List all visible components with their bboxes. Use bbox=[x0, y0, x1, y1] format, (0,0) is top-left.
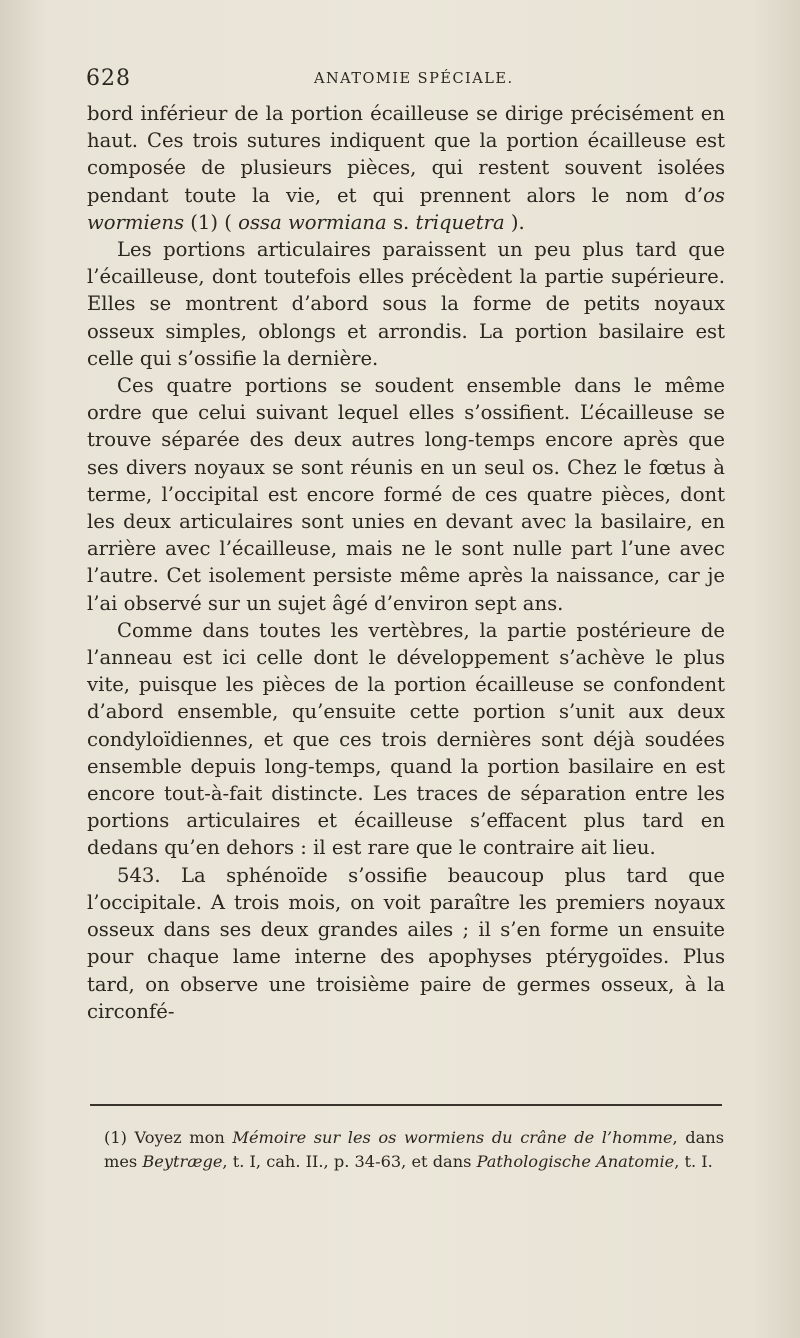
footnote-text: (1) Voyez mon bbox=[104, 1128, 233, 1147]
footnote-text: , t. I. bbox=[674, 1151, 713, 1171]
paragraph-4: Comme dans toutes les vertèbres, la partie postérieure de l’anneau est ici celle dont le développement s’achève le plus vite, puisque les pièces de la portion écailleuse se confondent d’abord ensemble, qu’ensuite cette portion s’unit aux deux condyloïdiennes, et que ces trois dernières sont déjà soudées ensemble depuis long-temps, quand la portion basilaire en est encore tout-à-fait distincte. Les traces de séparation entre les portions articulaires et écailleuse s’effacent plus tard en dedans qu’en dehors : il est rare que le contraire ait lieu. bbox=[87, 618, 725, 860]
footnote bbox=[104, 1126, 724, 1173]
paragraph-2: Les portions articulaires paraissent un peu plus tard que l’écailleuse, dont toutefois elles précèdent la partie supérieure. Elles se montrent d’abord sous la forme de petits noyaux osseux simples, oblongs et arrondis. La portion basilaire est celle qui s’ossifie la dernière. bbox=[87, 238, 725, 370]
paragraph-text: bord inférieur de la portion écailleuse se dirige précisément en haut. Ces trois sutures indiquent que la portion écailleuse est composée de plusieurs pièces, qui restent souvent isolées pendant toute la vie, et qui prennent alors le nom d’ bbox=[87, 102, 725, 207]
italic-title: Beytræge bbox=[142, 1151, 223, 1171]
italic-term: os wormiens bbox=[87, 183, 725, 234]
italic-term: triquetra bbox=[415, 210, 505, 234]
footnote-text: , t. I, cah. II., p. 34-63, et dans bbox=[222, 1151, 477, 1171]
footnote-divider bbox=[90, 1104, 722, 1106]
italic-term: ossa wormiana bbox=[238, 210, 387, 234]
running-head: ANATOMIE SPÉCIALE. bbox=[314, 71, 514, 87]
italic-title: Mémoire sur les os wormiens du crâne de l’homme bbox=[232, 1128, 673, 1147]
paragraph-1 bbox=[87, 100, 725, 236]
paragraph-3: Ces quatre portions se soudent ensemble dans le même ordre que celui suivant lequel elles s’ossifient. L’écailleuse se trouve séparée des deux autres long-temps encore après que ses divers noyaux se sont réunis en un seul os. Chez le fœtus à terme, l’occipital est encore formé de ces quatre pièces, dont les deux articulaires sont unies en devant avec la basilaire, en arrière avec l’écailleuse, mais ne le sont nulle part l’une avec l’autre. Cet isolement persiste même après la naissance, car je l’ai observé sur un sujet âgé d’environ sept ans. bbox=[87, 374, 725, 615]
footnote-text: , dans mes bbox=[104, 1128, 725, 1171]
body-text bbox=[87, 100, 725, 1025]
paragraph-text: s. bbox=[386, 210, 416, 234]
footnote-reference: (1) ( bbox=[184, 210, 239, 234]
italic-title: Pathologische Anatomie bbox=[476, 1151, 675, 1171]
page-header bbox=[86, 66, 724, 96]
paragraph-text: ). bbox=[504, 210, 525, 234]
paragraph-5: 543. La sphénoïde s’ossifie beaucoup plus tard que l’occipitale. A trois mois, on voit paraître les premiers noyaux osseux dans ses deux grandes ailes ; il s’en forme un ensuite pour chaque lame interne des apophyses ptérygoïdes. Plus tard, on observe une troisième paire de germes osseux, à la circonfé- bbox=[87, 863, 725, 1023]
page-number: 628 bbox=[86, 66, 131, 91]
